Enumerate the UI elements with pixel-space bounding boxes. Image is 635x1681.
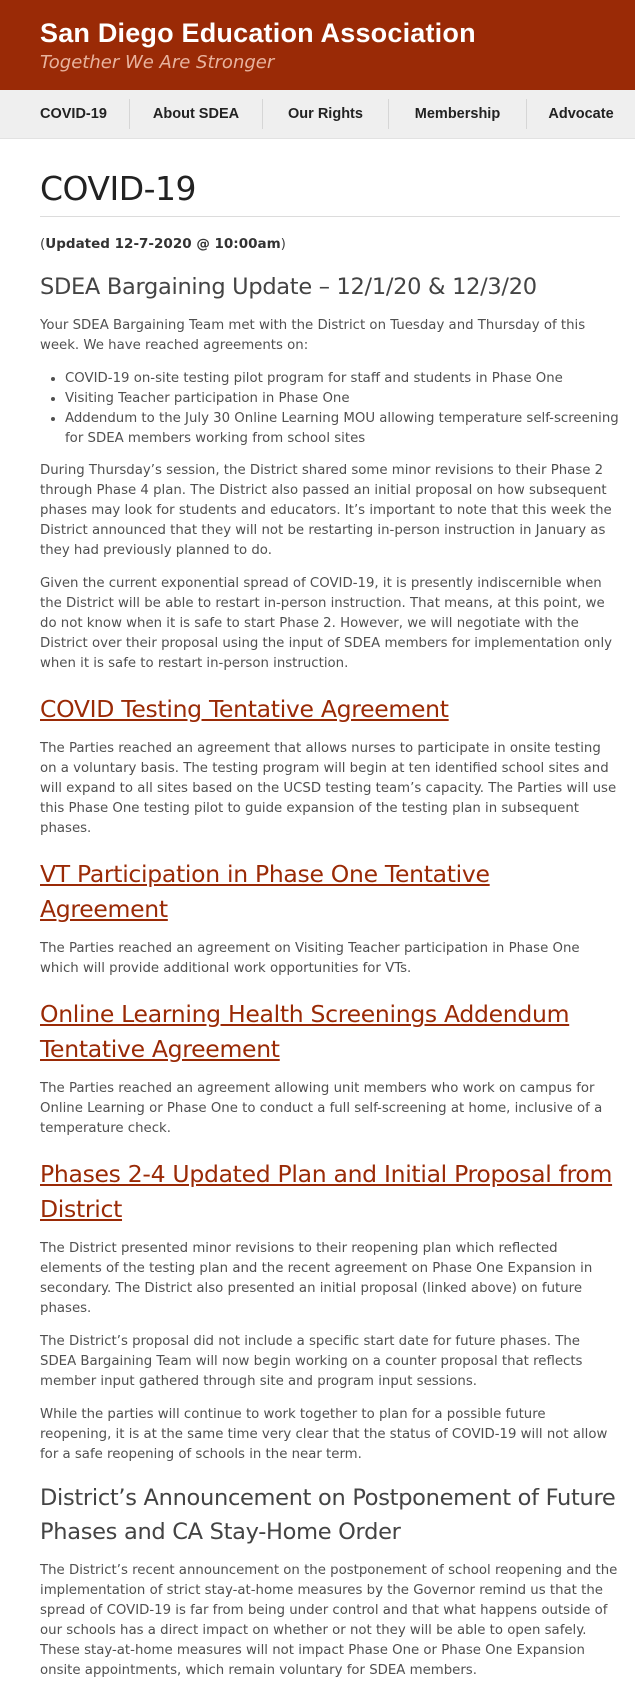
thursday-session-paragraph: During Thursday’s session, the District shared some minor revisions to their Phase 2 through Phase 4 plan. The District also passed an initial proposal on how subsequent phases may look for students and educators. It’s important to note that this week the District announced that they will not be restarting in-person instruction in January as they had previously planned to do. [40, 463, 612, 558]
phases-plan-proposal-link[interactable]: Phases 2-4 Updated Plan and Initial Proposal from District [40, 1160, 613, 1223]
announcement-paragraph: The District’s recent announcement on the postponement of school reopening and the implementation of strict stay-at-home measures by the Governor remind us that the spread of COVID-19 is far from being under control and that what happens outside of our schools has a direct impact on whether or not they will be able to open safely. These stay-at-home measures will not impact Phase One or Phase One Expansion onsite appointments, which remain voluntary for SDEA members. [40, 1563, 618, 1678]
site-header [0, 0, 635, 90]
exponential-spread-paragraph: Given the current exponential spread of COVID-19, it is presently indiscernible when the District will be able to restart in-person instruction. That means, at this point, we do not know when it is safe to start Phase 2. However, we will negotiate with the District over their proposal using the input of SDEA members for implementation only when it is safe to restart in-person instruction. [40, 576, 613, 671]
nav-item-membership[interactable]: Membership [389, 99, 527, 129]
main-content [0, 139, 635, 1681]
list-item: • Addendum to the July 30 Online Learning MOU allowing temperature self-screening for SDEA members working from school sites [65, 409, 620, 449]
nav-item-our-rights[interactable]: Our Rights [263, 99, 389, 129]
updated-note [40, 234, 620, 254]
updated-close-paren: ) [280, 236, 286, 252]
updated-date: Updated 12-7-2020 @ 10:00am [45, 236, 281, 252]
agreements-list [40, 369, 620, 449]
phases-paragraph-1: The District presented minor revisions to their reopening plan which reflected elements of the testing plan and the recent agreement on Phase One Expansion in secondary. The District also presented an initial proposal (linked above) on future phases. [40, 1241, 593, 1316]
phases-paragraph-2: The District’s proposal did not include a specific start date for future phases. The SDEA Bargaining Team will now begin working on a counter proposal that reflects member input gathered through site and program input sessions. [40, 1334, 583, 1389]
covid-testing-agreement-link[interactable]: COVID Testing Tentative Agreement [40, 695, 449, 723]
intro-paragraph: Your SDEA Bargaining Team met with the District on Tuesday and Thursday of this week. We have reached agreements on: [40, 318, 586, 353]
site-tagline: Together We Are Stronger [40, 52, 275, 73]
site-title[interactable]: San Diego Education Association [40, 18, 476, 48]
testing-paragraph: The Parties reached an agreement that allows nurses to participate in onsite testing on a voluntary basis. The testing program will begin at ten identified school sites and will expand to all sites based on the UCSD testing team’s capacity. The Parties will use this Phase One testing pilot to guide expansion of the testing plan in subsequent phases. [40, 741, 617, 836]
list-item: • Visiting Teacher participation in Phase One [65, 389, 620, 409]
health-screenings-addendum-link[interactable]: Online Learning Health Screenings Addendum Tentative Agreement [40, 1000, 570, 1063]
announcement-heading: District’s Announcement on Postponement of Future Phases and CA Stay-Home Order [40, 1485, 616, 1545]
vt-participation-agreement-link[interactable]: VT Participation in Phase One Tentative Agreement [40, 860, 490, 923]
updated-open-paren: ( [40, 236, 46, 252]
phases-paragraph-3: While the parties will continue to work together to plan for a possible future reopening, it is at the same time very clear that the status of COVID-19 will not allow for a safe reopening of schools in the near term. [40, 1407, 608, 1462]
vt-paragraph: The Parties reached an agreement on Visiting Teacher participation in Phase One which will provide additional work opportunities for VTs. [40, 941, 580, 976]
screening-paragraph: The Parties reached an agreement allowing unit members who work on campus for Online Learning or Phase One to conduct a full self-screening at home, inclusive of a temperature check. [40, 1081, 603, 1136]
main-nav [0, 90, 635, 139]
nav-item-covid-19[interactable]: COVID-19 [0, 99, 130, 129]
bargaining-update-heading: SDEA Bargaining Update – 12/1/20 & 12/3/20 [40, 274, 537, 300]
nav-item-about-sdea[interactable]: About SDEA [130, 99, 263, 129]
page-title: COVID-19 [40, 169, 620, 217]
list-item: • COVID-19 on-site testing pilot program for staff and students in Phase One [65, 369, 620, 389]
nav-item-advocate[interactable]: Advocate [548, 106, 614, 122]
